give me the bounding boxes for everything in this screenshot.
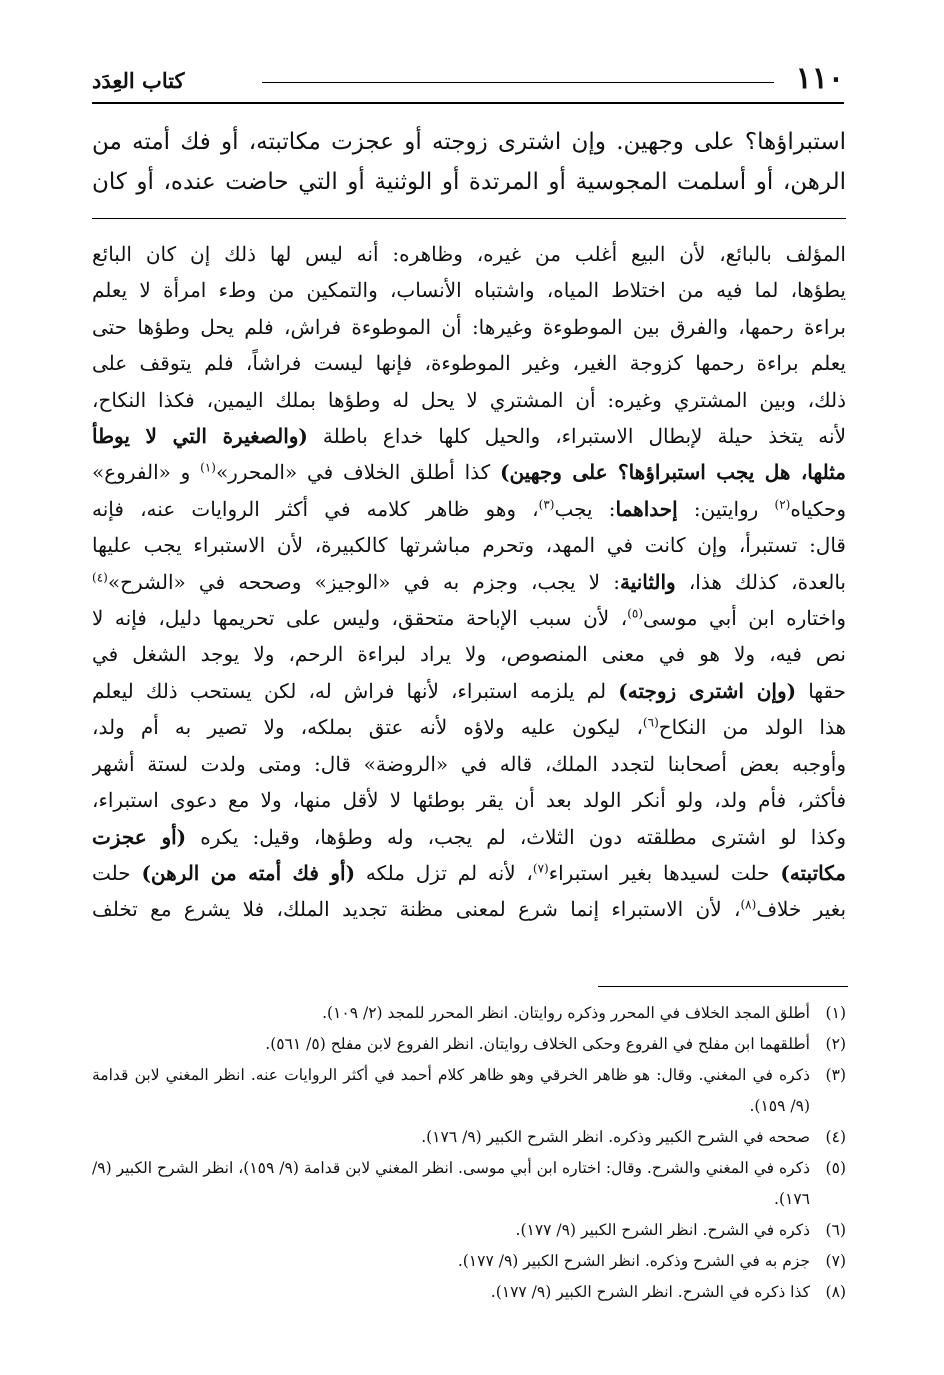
commentary-segment: ، لأن الاستبراء إنما شرع لمعنى مظنة تجديد الملك، فلا يشرع مع تخلف [92,897,741,922]
footnote-text: أطلق المجد الخلاف في المحرر وذكره روايتان. انظر المحرر للمجد (٢/ ١٠٩). [322,1004,810,1022]
footnote-ref[interactable]: (٥) [627,606,644,621]
commentary-segment: هذا الولد من النكاح [658,715,846,740]
commentary-line [92,491,846,527]
commentary-segment: بغير خلاف [756,897,846,922]
commentary-segment: ، لأن سبب الإباحة متحقق، وليس على تحريمها دليل، فإنه لا [92,606,628,631]
commentary-segment: حلت [92,860,142,885]
commentary-line [92,382,846,418]
commentary-segment: وكذا لو اشترى مطلقته دون الثلاث، لم يجب، وله وطؤها، وقيل: يكره [186,824,846,849]
commentary-segment: كذا أطلق الخلاف في «المحرر» [215,460,500,485]
commentary-segment: ، لأنه لم تزل ملكه [355,860,533,885]
commentary-line [92,673,846,709]
footnote-text: أطلقهما ابن مفلح في الفروع وحكى الخلاف روايتان. انظر الفروع لابن مفلح (٥/ ٥٦١). [265,1035,810,1053]
footnote-text: ذكره في الشرح. انظر الشرح الكبير (٩/ ١٧٧). [515,1221,810,1239]
footnote-text: جزم به في الشرح وذكره. انظر الشرح الكبير (٩/ ١٧٧). [457,1252,810,1270]
footnote-number: (٨) [825,1283,846,1301]
footnote-ref[interactable]: (٨) [740,897,757,912]
commentary-segment: : يجب [554,496,616,521]
matn-line: الرهن، أو أسلمت المجوسية أو المرتدة أو الوثنية أو التي حاضت عنده، أو كان [92,169,846,195]
commentary-segment: لم يلزمه استبراء، لأنها فراش له، لكن يستحب ذلك ليعلم [92,678,619,703]
page-number: ١١٠ [795,61,844,96]
footnote [92,1246,846,1277]
footnote-number: (٣) [825,1066,846,1084]
footnote-ref[interactable]: (٣) [538,497,555,512]
footnote [92,1153,846,1215]
commentary-segment: يعلم براءة رحمها كزوجة الغير، وغير الموطوءة، فإنها ليست فراشاً، فلم يتوقف على [92,351,846,376]
commentary-segment: نص فيه، ولا هو في معنى المنصوص، ولا يراد لبراءة الرحم، ولا يوجد الشغل في [92,642,846,667]
commentary-segment: قال: تستبرأ، وإن كانت في المهد، وتحرم مباشرتها كالكبيرة، لأن الاستبراء يجب عليها [92,533,846,558]
commentary-text [92,236,846,928]
commentary-line [92,272,846,308]
matn-quote: (والصغيرة التي لا يوطأ [92,424,308,449]
commentary-line [92,746,846,782]
commentary-segment: و «الفروع» [92,460,201,485]
commentary-line [92,454,846,490]
commentary-line [92,345,846,381]
footnote-text: ذكره في المغني. وقال: هو ظاهر الخرقي وهو ظاهر كلام أحمد في أكثر الروايات عنه. انظر المغني لابن قدامة (٩/ ١٥٩). [92,1066,810,1115]
commentary-line [92,527,846,563]
commentary-segment: حقها [796,678,846,703]
commentary-line [92,855,846,891]
commentary-line [92,309,846,345]
footnote [92,998,846,1029]
footnote-number: (٥) [825,1159,846,1177]
commentary-line [92,782,846,818]
header-rule [92,102,844,104]
commentary-segment: واختاره ابن أبي موسى [643,606,846,631]
commentary-segment: وحكياه [790,496,846,521]
matn-quote: إحداهما [615,496,678,521]
commentary-line [92,636,846,672]
matn-text [92,122,846,202]
commentary-line [92,709,846,745]
header-rule-short [262,82,774,83]
footnote-ref[interactable]: (١) [200,460,216,475]
running-title: كتاب العِدَد [92,68,185,93]
matn-quote: مكاتبته) [780,860,846,885]
commentary-line [92,891,846,927]
commentary-line [92,564,846,600]
footnote [92,1277,846,1308]
commentary-segment: فأكثر، فأم ولد، ولو أنكر الولد بعد أن يقر بوطئها لا لأقل منها، ولا مع دعوى استبراء، [92,788,846,813]
footnotes [92,998,846,1308]
matn-line: استبراؤها؟ على وجهين. وإن اشترى زوجته أو عجزت مكاتبته، أو فك أمته من [92,129,846,155]
footnote-number: (٦) [825,1221,846,1239]
footnote-ref[interactable]: (٤) [92,570,108,584]
commentary-line [92,418,846,454]
commentary-segment: ، ليكون عليه ولاؤه لأنه عتق بملكه، ولا تصير به أم ولد، [92,715,643,740]
footnote-number: (٧) [825,1252,846,1270]
commentary-line [92,236,846,272]
footnote [92,1029,846,1060]
commentary-segment: ذلك، وبين المشتري وغيره: أن المشتري لا يحل له وطؤها بملك اليمين، فكذا النكاح، [92,387,846,412]
commentary-line [92,600,846,636]
matn-quote: (وإن اشترى زوجته) [618,678,797,703]
commentary-segment: حلت لسيدها بغير استبراء [548,860,781,885]
matn-quote: والثانية [619,569,676,594]
commentary-segment: وأوجبه بعض أصحابنا لتجدد الملك، قاله في «الروضة» قال: ومتى ولدت لستة أشهر [92,751,846,776]
footnote-ref[interactable]: (٧) [532,861,549,876]
page-header [92,62,844,104]
commentary-line [92,819,846,855]
footnote-ref[interactable]: (٢) [774,497,791,512]
footnote-number: (١) [825,1004,846,1022]
commentary-segment: روايتين: [677,496,775,521]
commentary-segment: : لا يجب، وجزم به في «الوجيز» وصححه في «الشرح» [107,569,620,594]
commentary-segment: المؤلف بالبائع، لأن البيع أغلب من غيره، وظاهره: أنه ليس لها ذلك إن كان البائع [92,242,846,266]
footnote-text: صححه في الشرح الكبير وذكره. انظر الشرح الكبير (٩/ ١٧٦). [421,1128,810,1146]
matn-separator [92,218,846,219]
footnote-number: (٤) [825,1128,846,1146]
matn-quote: (أو فك أمته من الرهن) [141,860,356,885]
commentary-segment: لأنه يتخذ حيلة لإبطال الاستبراء، والحيل كلها خداع باطلة [307,424,846,449]
commentary-segment: بالعدة، كذلك هذا، [675,569,846,594]
commentary-segment: ، وهو ظاهر كلامه في أكثر الروايات عنه، فإنه [92,496,539,521]
footnote [92,1122,846,1153]
commentary-segment: براءة رحمها، والفرق بين الموطوءة وغيرها: أن الموطوءة فراش، فلم يحل وطؤها حتى [92,314,846,339]
footnote-text: ذكره في المغني والشرح. وقال: اختاره ابن أبي موسى. انظر المغني لابن قدامة (٩/ ١٥٩)، انظر الشرح الكبير (٩/ ١٧٦). [92,1159,810,1208]
commentary-segment: يطؤها، لما فيه من اختلاط المياه، واشتباه الأنساب، والتمكين من وطء امرأة لا يعلم [92,278,846,303]
footnote [92,1215,846,1246]
footnote-text: كذا ذكره في الشرح. انظر الشرح الكبير (٩/ ١٧٧). [490,1283,810,1301]
matn-quote: مثلها، هل يجب استبراؤها؟ على وجهين) [499,460,846,485]
footnote-ref[interactable]: (٦) [642,715,659,730]
matn-quote: (أو عجزت [92,824,187,849]
footnote-number: (٢) [825,1035,846,1053]
footnote-separator [598,986,848,987]
footnote [92,1060,846,1122]
